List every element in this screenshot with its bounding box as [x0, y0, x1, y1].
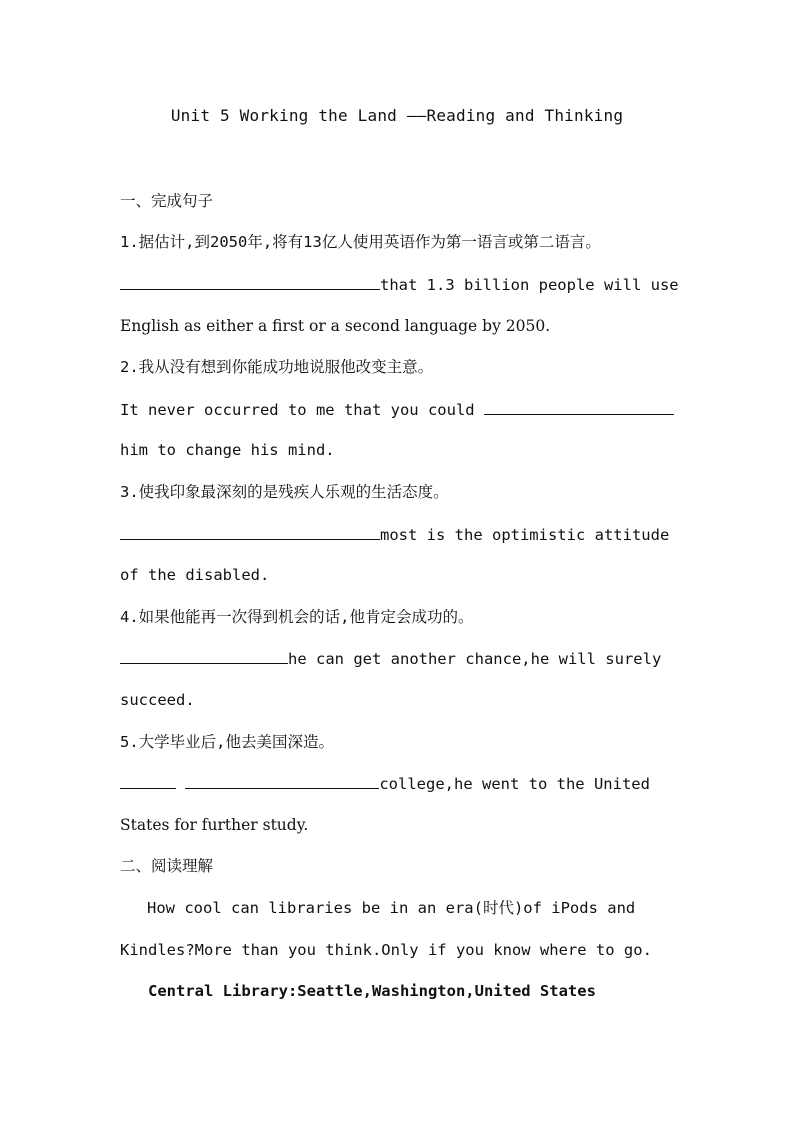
reading-subheading: Central Library:Seattle,Washington,United States [148, 982, 596, 1000]
q1-english-line1 [120, 273, 679, 296]
reading-paragraph-line1: How cool can libraries be in an era(时代)of iPods and [147, 899, 636, 917]
q4-chinese: 4.如果他能再一次得到机会的话,他肯定会成功的。 [120, 608, 474, 626]
q1-blank[interactable] [120, 273, 380, 290]
q5-english-line1 [120, 772, 650, 795]
reading-paragraph-line2: Kindles?More than you think.Only if you know where to go. [120, 941, 652, 959]
q3-text-after-blank: most is the optimistic attitude [380, 526, 670, 544]
q2-english-line1 [120, 398, 674, 421]
section-1-heading: 一、完成句子 [120, 192, 214, 210]
q4-english-line1 [120, 647, 661, 670]
q2-text-before-blank: It never occurred to me that you could [120, 401, 484, 419]
q2-blank[interactable] [484, 398, 674, 415]
q5-chinese: 5.大学毕业后,他去美国深造。 [120, 733, 334, 751]
q2-english-line2: him to change his mind. [120, 441, 335, 459]
q3-english-line1 [120, 523, 669, 546]
q5-english-line2: States for further study. [120, 816, 309, 834]
q1-english-line2: English as either a first or a second language by 2050. [120, 317, 551, 335]
q5-blank-1[interactable] [120, 772, 176, 789]
q4-blank[interactable] [120, 647, 288, 664]
q4-text-after-blank: he can get another chance,he will surely [288, 650, 662, 668]
q2-chinese: 2.我从没有想到你能成功地说服他改变主意。 [120, 358, 434, 376]
page-title: Unit 5 Working the Land ——Reading and Thinking [170, 106, 624, 125]
q3-blank[interactable] [120, 523, 380, 540]
q1-text-after-blank: that 1.3 billion people will use [380, 276, 679, 294]
section-2-heading: 二、阅读理解 [120, 857, 214, 875]
q5-blank-2[interactable] [185, 772, 379, 789]
q5-text-after-blank: college,he went to the United [379, 775, 650, 793]
q4-english-line2: succeed. [120, 691, 195, 709]
q3-chinese: 3.使我印象最深刻的是残疾人乐观的生活态度。 [120, 483, 449, 501]
q1-chinese: 1.据估计,到2050年,将有13亿人使用英语作为第一语言或第二语言。 [120, 233, 601, 251]
q3-english-line2: of the disabled. [120, 566, 270, 584]
